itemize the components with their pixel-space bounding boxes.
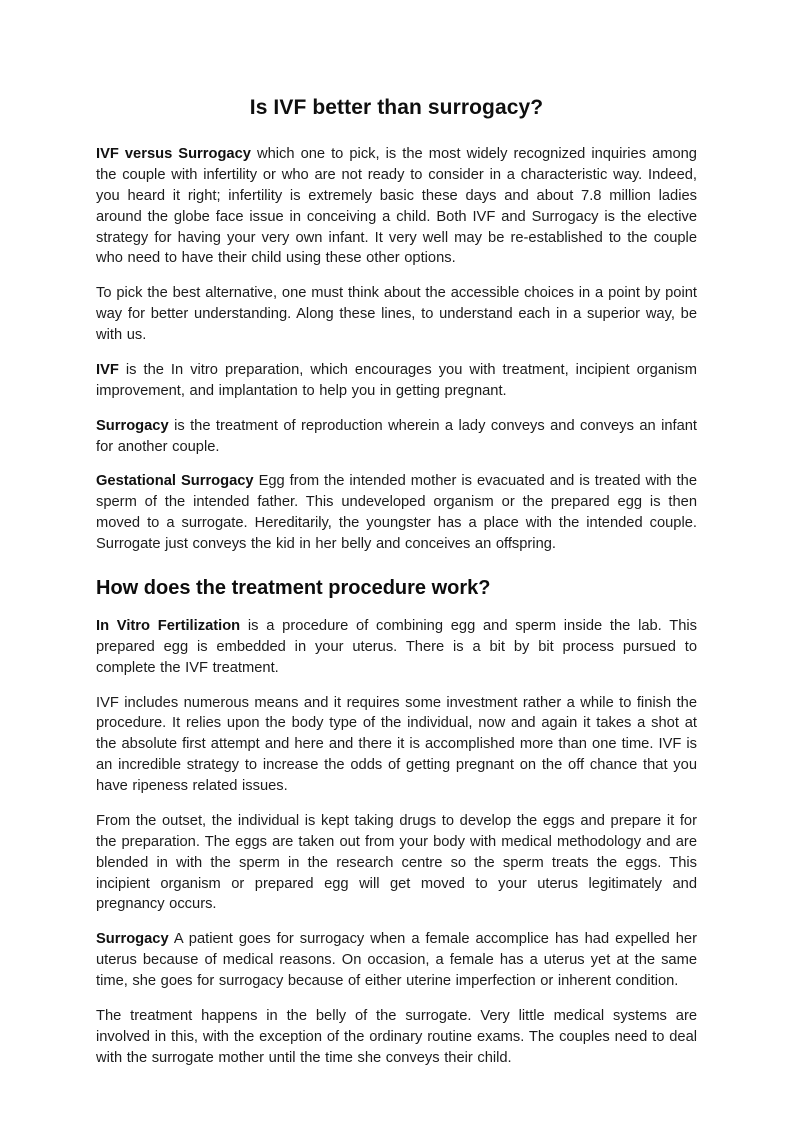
paragraph-text: is the In vitro preparation, which encourages you with treatment, incipient organism improvement, and implantation to help you in getting pregnant. bbox=[96, 361, 697, 399]
paragraph-text: To pick the best alternative, one must think about the accessible choices in a point by point way for better understanding. Along these lines, to understand each in a superior way, be with us. bbox=[96, 285, 697, 343]
paragraph-text: Egg from the intended mother is evacuated and is treated with the sperm of the intended father. This undeveloped organism or the prepared egg is then moved to a surrogate. Hereditarily, the youngster has a place with the intended couple. Surrogate just conveys the kid in her belly and conceives an offspring. bbox=[96, 473, 697, 552]
paragraph-surrogacy-patient bbox=[96, 929, 697, 992]
paragraph-gestational-surrogacy bbox=[96, 471, 697, 555]
paragraph-lead: IVF versus Surrogacy bbox=[96, 146, 251, 162]
section-heading-treatment-procedure: How does the treatment procedure work? bbox=[96, 576, 491, 599]
paragraph-text: which one to pick, is the most widely recognized inquiries among the couple with infertility or who are not ready to consider in a characteristic way. Indeed, you heard it right; infertility is extremely basic these days and about 7.8 million ladies around the globe face issue in conceiving a child. Both IVF and Surrogacy is the elective strategy for having your very own infant. It very well may be re-established to the couple who need to have their child using these other options. bbox=[96, 146, 697, 267]
paragraph-ivf-process bbox=[96, 811, 697, 915]
paragraph-surrogate-treatment bbox=[96, 1006, 697, 1069]
paragraph-text: From the outset, the individual is kept taking drugs to develop the eggs and prepare it for the preparation. The eggs are taken out from your body with medical methodology and are blended in with the sperm in the research centre so the sperm treats the eggs. This incipient organism or prepared egg will get moved to your uterus legitimately and pregnancy occurs. bbox=[96, 812, 697, 913]
paragraph-lead: Surrogacy bbox=[96, 417, 169, 434]
paragraph-text: is the treatment of reproduction wherein a lady conveys and conveys an infant for another couple. bbox=[96, 417, 697, 455]
paragraph-lead: In Vitro Fertilization bbox=[96, 617, 241, 634]
paragraph-ivf-versus-surrogacy bbox=[96, 144, 697, 269]
paragraph-in-vitro-fertilization bbox=[96, 616, 697, 679]
page-title: Is IVF better than surrogacy? bbox=[249, 96, 544, 119]
paragraph-lead: Surrogacy bbox=[96, 931, 169, 948]
paragraph-pick-best-alternative bbox=[96, 283, 697, 346]
paragraph-ivf-steps bbox=[96, 693, 697, 797]
paragraph-text: is a procedure of combining egg and sperm inside the lab. This prepared egg is embedded in your uterus. There is a bit by bit process pursued to complete the IVF treatment. bbox=[96, 617, 697, 676]
paragraph-ivf-definition bbox=[96, 360, 697, 402]
paragraph-surrogacy-definition bbox=[96, 416, 697, 458]
paragraph-lead: Gestational Surrogacy bbox=[96, 473, 254, 490]
paragraph-text: IVF includes numerous means and it requires some investment rather a while to finish the procedure. It relies upon the body type of the individual, now and again it takes a shot at the absolute first attempt and here and there it is accomplished more than one time. IVF is an incredible strategy to increase the odds of getting pregnant on the off chance that you have ripeness related issues. bbox=[96, 694, 697, 794]
paragraph-text: The treatment happens in the belly of the surrogate. Very little medical systems are involved in this, with the exception of the ordinary routine exams. The couples need to deal with the surrogate mother until the time she conveys their child. bbox=[96, 1007, 697, 1066]
paragraph-text: A patient goes for surrogacy when a female accomplice has had expelled her uterus because of medical reasons. On occasion, a female has a uterus yet at the same time, she goes for surrogacy because of either uterine imperfection or inherent condition. bbox=[96, 931, 697, 989]
paragraph-lead: IVF bbox=[96, 361, 119, 378]
